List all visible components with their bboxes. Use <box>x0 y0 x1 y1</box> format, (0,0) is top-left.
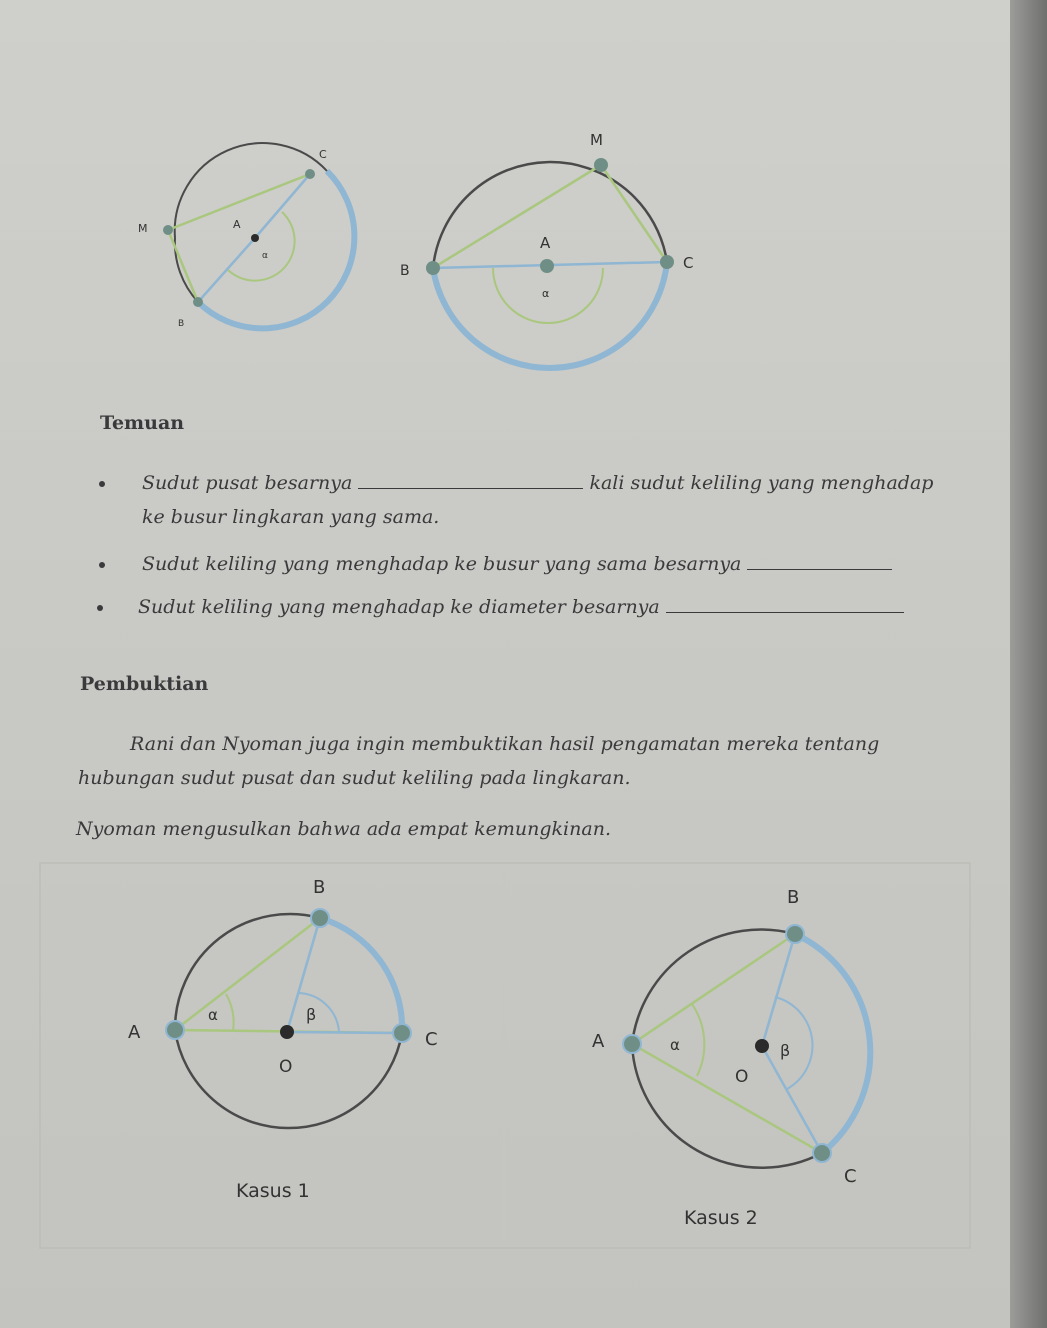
bullet-3-dot <box>97 605 103 611</box>
temuan-bullet-2 <box>142 551 892 575</box>
point-o <box>280 1025 294 1039</box>
temuan-bullet-1 <box>142 470 933 494</box>
blank-1[interactable] <box>358 470 583 489</box>
bullet-3-text: Sudut keliling yang menghadap ke diameter besarnya <box>138 596 660 618</box>
pembuktian-para-1-line-1: Rani dan Nyoman juga ingin membuktikan hasil pengamatan mereka tentang <box>130 733 880 755</box>
bullet-2-text: Sudut keliling yang menghadap ke busur yang sama besarnya <box>142 553 742 575</box>
label-a: A <box>128 1022 141 1043</box>
label-a: A <box>233 218 241 231</box>
label-c: C <box>319 148 327 161</box>
label-a: A <box>540 234 551 252</box>
label-alpha: α <box>262 251 268 261</box>
temuan-heading: Temuan <box>100 412 185 434</box>
bullet-1-prefix: Sudut pusat besarnya <box>142 472 353 494</box>
point-a <box>166 1021 184 1039</box>
label-alpha: α <box>670 1036 680 1054</box>
label-o: O <box>279 1057 293 1077</box>
pembuktian-heading: Pembuktian <box>80 673 209 695</box>
page-edge-shadow <box>1010 0 1047 1328</box>
point-o <box>755 1039 769 1053</box>
point-b <box>786 925 804 943</box>
point-m <box>594 158 608 172</box>
label-m: M <box>590 131 603 149</box>
point-m <box>163 225 173 235</box>
blank-2[interactable] <box>747 551 892 570</box>
figure-top-left <box>138 143 354 329</box>
point-b <box>426 261 440 275</box>
kasus-2-caption: Kasus 2 <box>684 1207 758 1229</box>
bullet-2-dot <box>99 562 105 568</box>
label-m: M <box>138 222 148 235</box>
label-alpha: α <box>542 287 550 300</box>
blank-3[interactable] <box>666 594 904 613</box>
temuan-bullet-3 <box>138 594 904 618</box>
label-o: O <box>735 1067 749 1087</box>
point-b <box>193 297 203 307</box>
figure-kasus-1 <box>128 877 438 1128</box>
point-c <box>305 169 315 179</box>
figure-kasus-2 <box>592 887 870 1187</box>
pembuktian-para-1-line-2: hubungan sudut pusat dan sudut keliling pada lingkaran. <box>78 767 631 789</box>
label-b: B <box>313 877 326 898</box>
point-a <box>251 234 259 242</box>
label-c: C <box>425 1029 438 1050</box>
point-b <box>311 909 329 927</box>
kasus-1-caption: Kasus 1 <box>236 1180 310 1202</box>
cases-panel <box>40 863 970 1248</box>
pembuktian-para-2: Nyoman mengusulkan bahwa ada empat kemungkinan. <box>76 818 611 840</box>
label-a: A <box>592 1031 605 1052</box>
label-b: B <box>400 263 410 279</box>
label-c: C <box>683 254 694 272</box>
figure-top-right <box>400 131 693 368</box>
label-beta: β <box>780 1041 791 1060</box>
temuan-bullet-1-line-2: ke busur lingkaran yang sama. <box>142 506 440 528</box>
bullet-1-dot <box>99 481 105 487</box>
point-c <box>393 1024 411 1042</box>
point-c <box>813 1144 831 1162</box>
point-a <box>623 1035 641 1053</box>
point-a <box>540 259 554 273</box>
bullet-1-suffix: kali sudut keliling yang menghadap <box>589 472 934 494</box>
label-b: B <box>787 887 800 908</box>
label-b: B <box>178 319 185 329</box>
label-alpha: α <box>208 1006 218 1024</box>
label-beta: β <box>306 1005 317 1024</box>
label-c: C <box>844 1166 857 1187</box>
point-c <box>660 255 674 269</box>
